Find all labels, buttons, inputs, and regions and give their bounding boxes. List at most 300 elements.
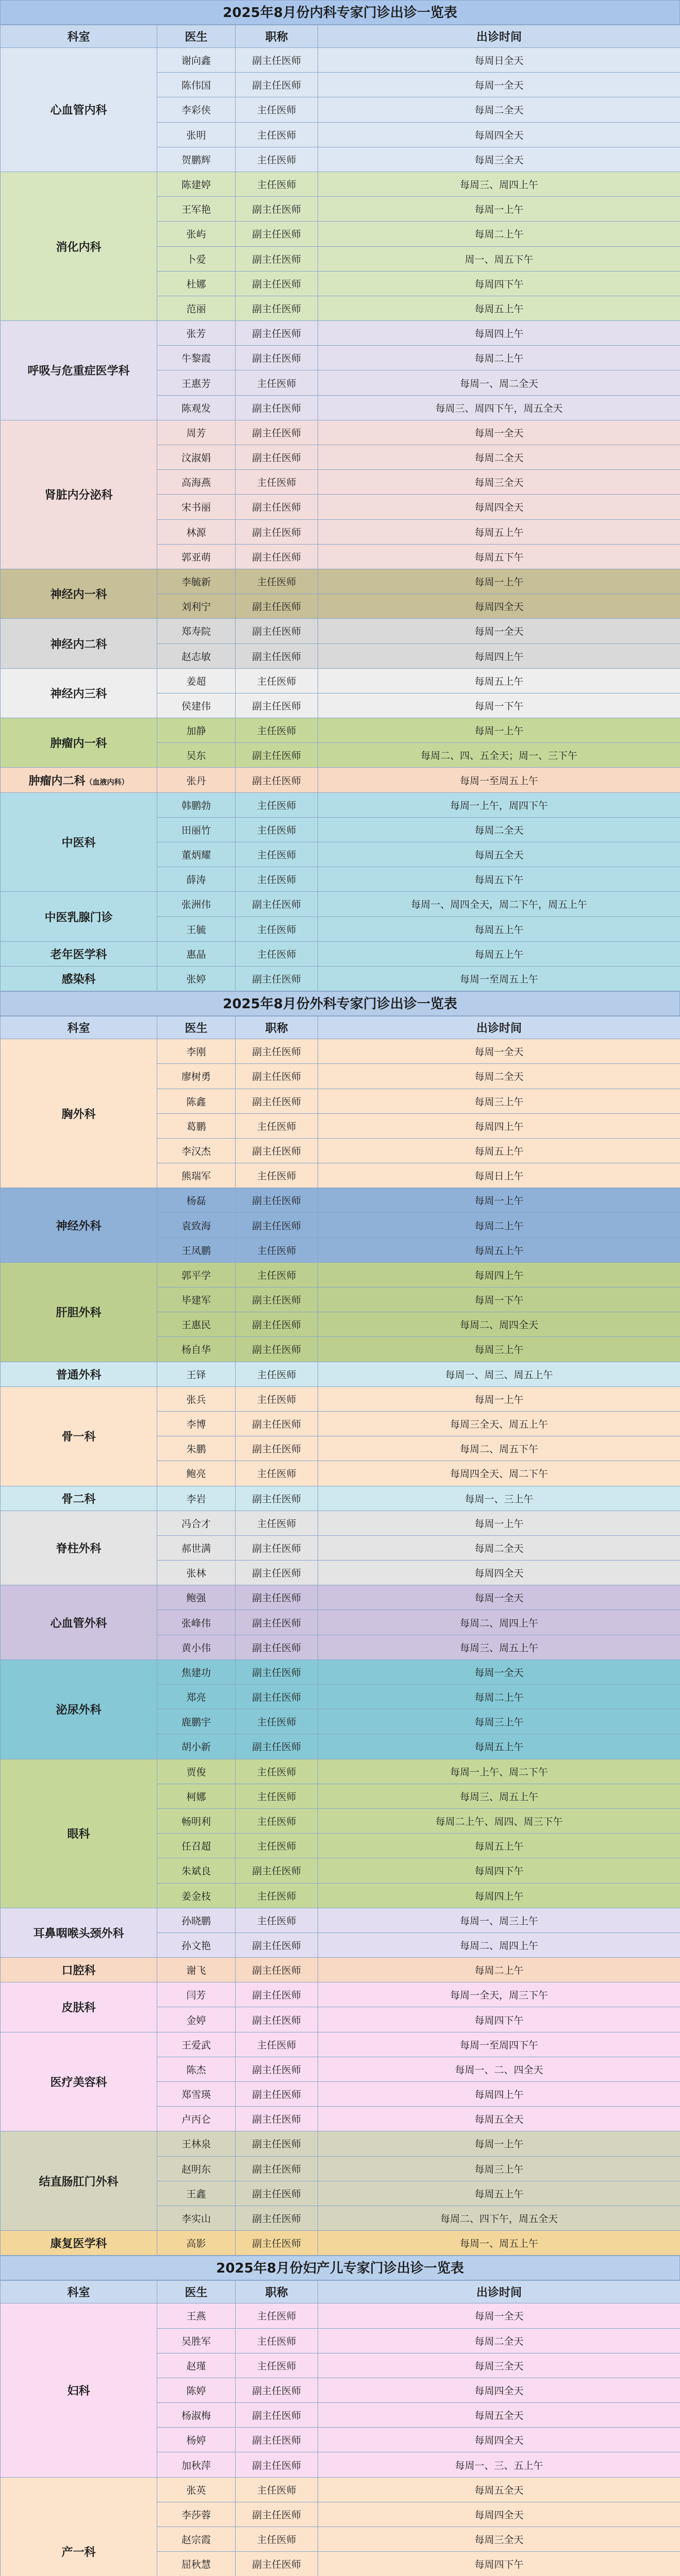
doctor-title: 副主任医师 [236,2156,318,2181]
department-cell [1,2303,157,2477]
clinic-time: 每周二、四、五全天；周一、三下午 [318,743,680,768]
schedule-section [0,2256,680,2576]
schedule-section [0,0,680,991]
department-cell [1,1188,157,1263]
doctor-name: 赵瑾 [157,2353,236,2378]
clinic-time: 每周四全天 [318,2502,680,2527]
doctor-name: 郭平学 [157,1262,236,1287]
clinic-time: 每周二上午 [318,346,680,370]
doctor-name: 袁致海 [157,1213,236,1238]
table-row [1,48,680,73]
clinic-time: 每周一下午 [318,1287,680,1312]
column-header: 科室 [1,2281,157,2303]
doctor-title: 副主任医师 [236,2057,318,2081]
doctor-name: 杜娜 [157,271,236,296]
doctor-title: 副主任医师 [236,2502,318,2527]
doctor-title: 主任医师 [236,1784,318,1808]
doctor-title: 副主任医师 [236,1958,318,1982]
doctor-name: 张林 [157,1561,236,1585]
doctor-title: 主任医师 [236,122,318,147]
clinic-time: 每周五全天 [318,2403,680,2428]
clinic-time: 每周二全天 [318,445,680,470]
doctor-title: 副主任医师 [236,1064,318,1089]
doctor-name: 赵志敏 [157,643,236,668]
doctor-title: 副主任医师 [236,246,318,271]
doctor-name: 鲍亮 [157,1461,236,1486]
doctor-title: 主任医师 [236,1883,318,1908]
doctor-title: 副主任医师 [236,2131,318,2156]
doctor-title: 主任医师 [236,147,318,172]
doctor-name: 周芳 [157,420,236,445]
clinic-time: 每周二上午 [318,1213,680,1238]
doctor-title: 副主任医师 [236,1535,318,1560]
column-header: 职称 [236,2281,318,2303]
doctor-name: 熊瑞军 [157,1163,236,1188]
table-row [1,569,680,594]
doctor-title: 副主任医师 [236,73,318,97]
clinic-time: 每周五全天 [318,2107,680,2131]
doctor-name: 张明 [157,122,236,147]
doctor-name: 陈杰 [157,2057,236,2081]
department-cell [1,569,157,618]
table-row [1,941,680,966]
clinic-time: 每周三全天 [318,470,680,495]
doctor-title: 主任医师 [236,1163,318,1188]
doctor-title: 副主任医师 [236,48,318,73]
clinic-time: 每周二、周五下午 [318,1436,680,1461]
table-row [1,1585,680,1610]
doctor-title: 副主任医师 [236,544,318,569]
clinic-time: 每周三上午 [318,1089,680,1113]
department-name-suffix: （血液内科） [85,778,129,787]
clinic-time: 每周五上午 [318,296,680,320]
clinic-time: 每周日上午 [318,1163,680,1188]
department-name: 骨二科 [61,1493,96,1506]
doctor-title: 主任医师 [236,1386,318,1411]
section-title: 2025年8月份妇产儿专家门诊出诊一览表 [0,2256,680,2280]
doctor-title: 主任医师 [236,470,318,495]
clinic-time: 每周一全天 [318,73,680,97]
doctor-name: 王惠民 [157,1312,236,1337]
table-row [1,1958,680,1982]
doctor-title: 主任医师 [236,867,318,892]
doctor-name: 金婷 [157,2007,236,2032]
department-name: 肾脏内分泌科 [44,489,113,502]
doctor-name: 王铎 [157,1362,236,1386]
doctor-name: 陈观发 [157,395,236,420]
clinic-time: 每周三上午 [318,1337,680,1362]
doctor-title: 副主任医师 [236,1561,318,1585]
table-row [1,768,680,792]
clinic-time: 每周四全天 [318,2378,680,2402]
table-row [1,1659,680,1684]
doctor-name: 陈建婷 [157,172,236,196]
doctor-name: 林源 [157,519,236,544]
table-row [1,1908,680,1933]
doctor-title: 主任医师 [236,2303,318,2328]
doctor-title: 副主任医师 [236,321,318,346]
clinic-time: 每周二、周四上午 [318,1610,680,1635]
schedule-section [0,991,680,2256]
doctor-title: 副主任医师 [236,1486,318,1511]
table-row [1,2131,680,2156]
department-cell [1,1486,157,1511]
doctor-name: 王鑫 [157,2181,236,2206]
doctor-title: 副主任医师 [236,1933,318,1957]
department-name: 普通外科 [56,1368,102,1382]
doctor-title: 副主任医师 [236,594,318,619]
clinic-time: 每周四下午 [318,1858,680,1883]
department-name: 肿瘤内二科 [28,774,86,788]
clinic-time: 每周二、周四上午 [318,1933,680,1957]
department-cell [1,1659,157,1759]
department-name: 泌尿外科 [56,1704,102,1717]
table-row [1,1982,680,2007]
doctor-name: 董炳耀 [157,842,236,867]
table-row [1,1759,680,1784]
clinic-time: 每周二上午 [318,222,680,246]
department-name: 消化内科 [56,241,102,254]
doctor-title: 主任医师 [236,1834,318,1858]
doctor-name: 王军艳 [157,197,236,222]
doctor-title: 主任医师 [236,842,318,867]
doctor-name: 张兵 [157,1386,236,1411]
table-row [1,966,680,991]
doctor-name: 李岩 [157,1486,236,1511]
clinic-time: 每周一全天 [318,1039,680,1064]
doctor-title: 副主任医师 [236,643,318,668]
department-cell [1,1759,157,1908]
doctor-name: 汶淑娟 [157,445,236,470]
doctor-name: 范丽 [157,296,236,320]
doctor-name: 王凤鹏 [157,1238,236,1262]
header-row [1,1016,680,1039]
doctor-name: 郑寿院 [157,619,236,643]
doctor-title: 主任医师 [236,1511,318,1535]
clinic-time: 每周五上午 [318,2181,680,2206]
doctor-name: 李莎蓉 [157,2502,236,2527]
doctor-name: 闫芳 [157,1982,236,2007]
department-name: 眼科 [67,1828,90,1841]
clinic-time: 每周五上午 [318,519,680,544]
doctor-title: 主任医师 [236,1113,318,1138]
table-row [1,1039,680,1064]
department-name: 胸外科 [61,1108,96,1121]
doctor-name: 李博 [157,1411,236,1436]
clinic-time: 每周四全天、周二下午 [318,1461,680,1486]
clinic-time: 每周三、周五上午 [318,1635,680,1659]
doctor-title: 主任医师 [236,569,318,594]
table-row [1,2032,680,2057]
clinic-time: 每周三、周四下午，周五全天 [318,395,680,420]
clinic-time: 每周一至周四下午 [318,2032,680,2057]
table-row [1,2303,680,2328]
doctor-name: 王爱武 [157,2032,236,2057]
clinic-time: 每周一、三上午 [318,1486,680,1511]
doctor-name: 张屿 [157,222,236,246]
table-row [1,2231,680,2256]
table-row [1,1511,680,1535]
clinic-time: 每周一至周五上午 [318,768,680,792]
doctor-name: 柯娜 [157,1784,236,1808]
department-cell [1,321,157,420]
doctor-title: 副主任医师 [236,2452,318,2477]
doctor-title: 主任医师 [236,1362,318,1386]
doctor-title: 副主任医师 [236,1610,318,1635]
doctor-name: 卜爱 [157,246,236,271]
doctor-name: 鹿鹏宇 [157,1709,236,1734]
table-row [1,2477,680,2502]
doctor-title: 副主任医师 [236,1635,318,1659]
clinic-time: 每周三全天 [318,147,680,172]
clinic-time: 每周二、四下午，周五全天 [318,2206,680,2230]
doctor-name: 李刚 [157,1039,236,1064]
doctor-name: 李汉杰 [157,1138,236,1163]
clinic-time: 每周五上午 [318,1238,680,1262]
doctor-title: 副主任医师 [236,2206,318,2230]
clinic-time: 每周四上午 [318,643,680,668]
department-name: 皮肤科 [61,2002,96,2015]
clinic-time: 每周四全天 [318,122,680,147]
table-row [1,1262,680,1287]
department-cell [1,892,157,941]
column-header: 出诊时间 [318,1016,680,1039]
doctor-name: 廖树勇 [157,1064,236,1089]
doctor-title: 副主任医师 [236,1089,318,1113]
doctor-title: 副主任医师 [236,743,318,768]
department-name: 呼吸与危重症医学科 [27,365,130,378]
doctor-title: 副主任医师 [236,2552,318,2576]
doctor-name: 加静 [157,718,236,743]
doctor-title: 主任医师 [236,2353,318,2378]
doctor-title: 副主任医师 [236,271,318,296]
department-name: 神经内一科 [50,588,107,602]
column-header: 出诊时间 [318,25,680,48]
doctor-title: 副主任医师 [236,1337,318,1362]
department-cell [1,768,157,792]
doctor-name: 惠晶 [157,941,236,966]
doctor-title: 副主任医师 [236,1734,318,1759]
clinic-time: 每周二上午、周四、周三下午 [318,1808,680,1833]
doctor-title: 副主任医师 [236,966,318,991]
doctor-name: 张峰伟 [157,1610,236,1635]
department-name: 脊柱外科 [56,1542,102,1555]
clinic-time: 每周一上午 [318,1511,680,1535]
doctor-name: 鲍强 [157,1585,236,1610]
table-row [1,1486,680,1511]
table-row [1,892,680,917]
doctor-name: 赵宗霞 [157,2527,236,2552]
column-header: 职称 [236,1016,318,1039]
doctor-name: 王燕 [157,2303,236,2328]
doctor-name: 朱斌良 [157,1858,236,1883]
doctor-name: 郑亮 [157,1685,236,1709]
department-name: 感染科 [61,973,96,987]
clinic-time: 每周一全天 [318,619,680,643]
doctor-title: 副主任医师 [236,519,318,544]
doctor-title: 副主任医师 [236,1039,318,1064]
clinic-time: 每周四下午 [318,2007,680,2032]
doctor-name: 王林泉 [157,2131,236,2156]
clinic-time: 每周一、周四全天，周二下午，周五上午 [318,892,680,917]
department-cell [1,1585,157,1660]
doctor-name: 郑雪瑛 [157,2082,236,2107]
department-cell [1,420,157,569]
department-cell [1,2032,157,2131]
doctor-title: 副主任医师 [236,1685,318,1709]
doctor-title: 副主任医师 [236,2107,318,2131]
table-row [1,1386,680,1411]
doctor-title: 副主任医师 [236,1213,318,1238]
doctor-title: 副主任医师 [236,693,318,718]
department-name: 结直肠肛门外科 [39,2175,119,2189]
clinic-time: 每周一上午 [318,569,680,594]
clinic-time: 每周三、周四上午 [318,172,680,196]
department-name: 神经外科 [56,1219,102,1233]
doctor-name: 吴东 [157,743,236,768]
doctor-title: 主任医师 [236,917,318,941]
table-row [1,718,680,743]
schedule-table [0,2280,680,2576]
table-row [1,420,680,445]
clinic-time: 每周五上午 [318,1734,680,1759]
department-cell [1,718,157,768]
doctor-name: 朱鹏 [157,1436,236,1461]
clinic-time: 每周四下午 [318,271,680,296]
doctor-title: 副主任医师 [236,1982,318,2007]
doctor-name: 陈婷 [157,2378,236,2402]
doctor-name: 贺鹏辉 [157,147,236,172]
clinic-time: 每周一上午 [318,2131,680,2156]
clinic-time: 每周一上午 [318,197,680,222]
doctor-title: 主任医师 [236,370,318,395]
clinic-time: 每周一上午，周四下午 [318,792,680,817]
clinic-time: 每周一上午、周二下午 [318,1759,680,1784]
doctor-title: 副主任医师 [236,296,318,320]
table-row [1,172,680,196]
clinic-time: 每周四下午 [318,2552,680,2576]
clinic-time: 每周二全天 [318,2328,680,2353]
department-cell [1,619,157,668]
department-cell [1,1362,157,1386]
clinic-time: 每周五上午 [318,1138,680,1163]
doctor-title: 主任医师 [236,1908,318,1933]
department-cell [1,1039,157,1188]
department-name: 肝胆外科 [56,1307,102,1320]
doctor-title: 主任医师 [236,792,318,817]
doctor-title: 主任医师 [236,817,318,842]
department-cell [1,172,157,320]
doctor-name: 加秋萍 [157,2452,236,2477]
doctor-title: 主任医师 [236,941,318,966]
doctor-title: 主任医师 [236,1238,318,1262]
doctor-title: 主任医师 [236,97,318,122]
doctor-name: 田丽竹 [157,817,236,842]
doctor-title: 主任医师 [236,1262,318,1287]
doctor-name: 张丹 [157,768,236,792]
clinic-time: 每周一、周二全天 [318,370,680,395]
section-title: 2025年8月份内科专家门诊出诊一览表 [0,0,680,25]
doctor-title: 副主任医师 [236,1411,318,1436]
department-cell [1,1386,157,1486]
department-name: 中医科 [61,837,96,850]
doctor-name: 李实山 [157,2206,236,2230]
doctor-name: 陈鑫 [157,1089,236,1113]
doctor-title: 副主任医师 [236,1659,318,1684]
doctor-title: 副主任医师 [236,222,318,246]
doctor-name: 张芳 [157,321,236,346]
doctor-title: 主任医师 [236,718,318,743]
department-name: 医疗美容科 [50,2076,107,2089]
doctor-name: 焦建功 [157,1659,236,1684]
doctor-name: 陈伟国 [157,73,236,97]
clinic-time: 每周五下午 [318,544,680,569]
clinic-time: 每周一下午 [318,693,680,718]
column-header: 出诊时间 [318,2281,680,2303]
doctor-name: 宋书丽 [157,495,236,519]
doctor-title: 副主任医师 [236,1188,318,1213]
clinic-time: 每周日全天 [318,48,680,73]
doctor-name: 谢向鑫 [157,48,236,73]
clinic-time: 每周一全天 [318,1585,680,1610]
schedule-table [0,1016,680,2256]
doctor-name: 孙晓鹏 [157,1908,236,1933]
clinic-time: 每周一全天 [318,2303,680,2328]
department-name: 康复医学科 [50,2238,107,2251]
table-row [1,321,680,346]
clinic-time: 每周五上午 [318,668,680,693]
doctor-name: 杨婷 [157,2428,236,2452]
doctor-name: 张英 [157,2477,236,2502]
doctor-name: 牛黎霞 [157,346,236,370]
clinic-time: 每周三全天、周五上午 [318,1411,680,1436]
column-header: 科室 [1,1016,157,1039]
table-row [1,619,680,643]
doctor-title: 副主任医师 [236,1436,318,1461]
section-title: 2025年8月份外科专家门诊出诊一览表 [0,991,680,1016]
department-cell [1,1958,157,1982]
clinic-time: 周一、周五下午 [318,246,680,271]
clinic-time: 每周一至周五上午 [318,966,680,991]
doctor-name: 贾俊 [157,1759,236,1784]
doctor-title: 主任医师 [236,2328,318,2353]
clinic-time: 每周一、周三、周五上午 [318,1362,680,1386]
clinic-time: 每周一上午 [318,1386,680,1411]
doctor-name: 卢丙仑 [157,2107,236,2131]
doctor-name: 胡小新 [157,1734,236,1759]
clinic-time: 每周三全天 [318,2527,680,2552]
clinic-time: 每周二全天 [318,817,680,842]
clinic-time: 每周一全天，周三下午 [318,1982,680,2007]
clinic-time: 每周三上午 [318,2156,680,2181]
department-cell [1,48,157,172]
department-name: 妇科 [67,2384,90,2398]
department-name: 心血管外科 [50,1617,107,1630]
doctor-title: 副主任医师 [236,768,318,792]
schedule-table [0,25,680,991]
doctor-name: 黄小伟 [157,1635,236,1659]
department-name: 神经内二科 [50,638,107,651]
doctor-title: 主任医师 [236,1709,318,1734]
clinic-time: 每周二全天 [318,1064,680,1089]
clinic-time: 每周二、周四全天 [318,1312,680,1337]
column-header: 医生 [157,1016,236,1039]
doctor-title: 主任医师 [236,2477,318,2502]
doctor-name: 葛鹏 [157,1113,236,1138]
doctor-title: 副主任医师 [236,619,318,643]
clinic-time: 每周二全天 [318,97,680,122]
doctor-name: 毕建军 [157,1287,236,1312]
